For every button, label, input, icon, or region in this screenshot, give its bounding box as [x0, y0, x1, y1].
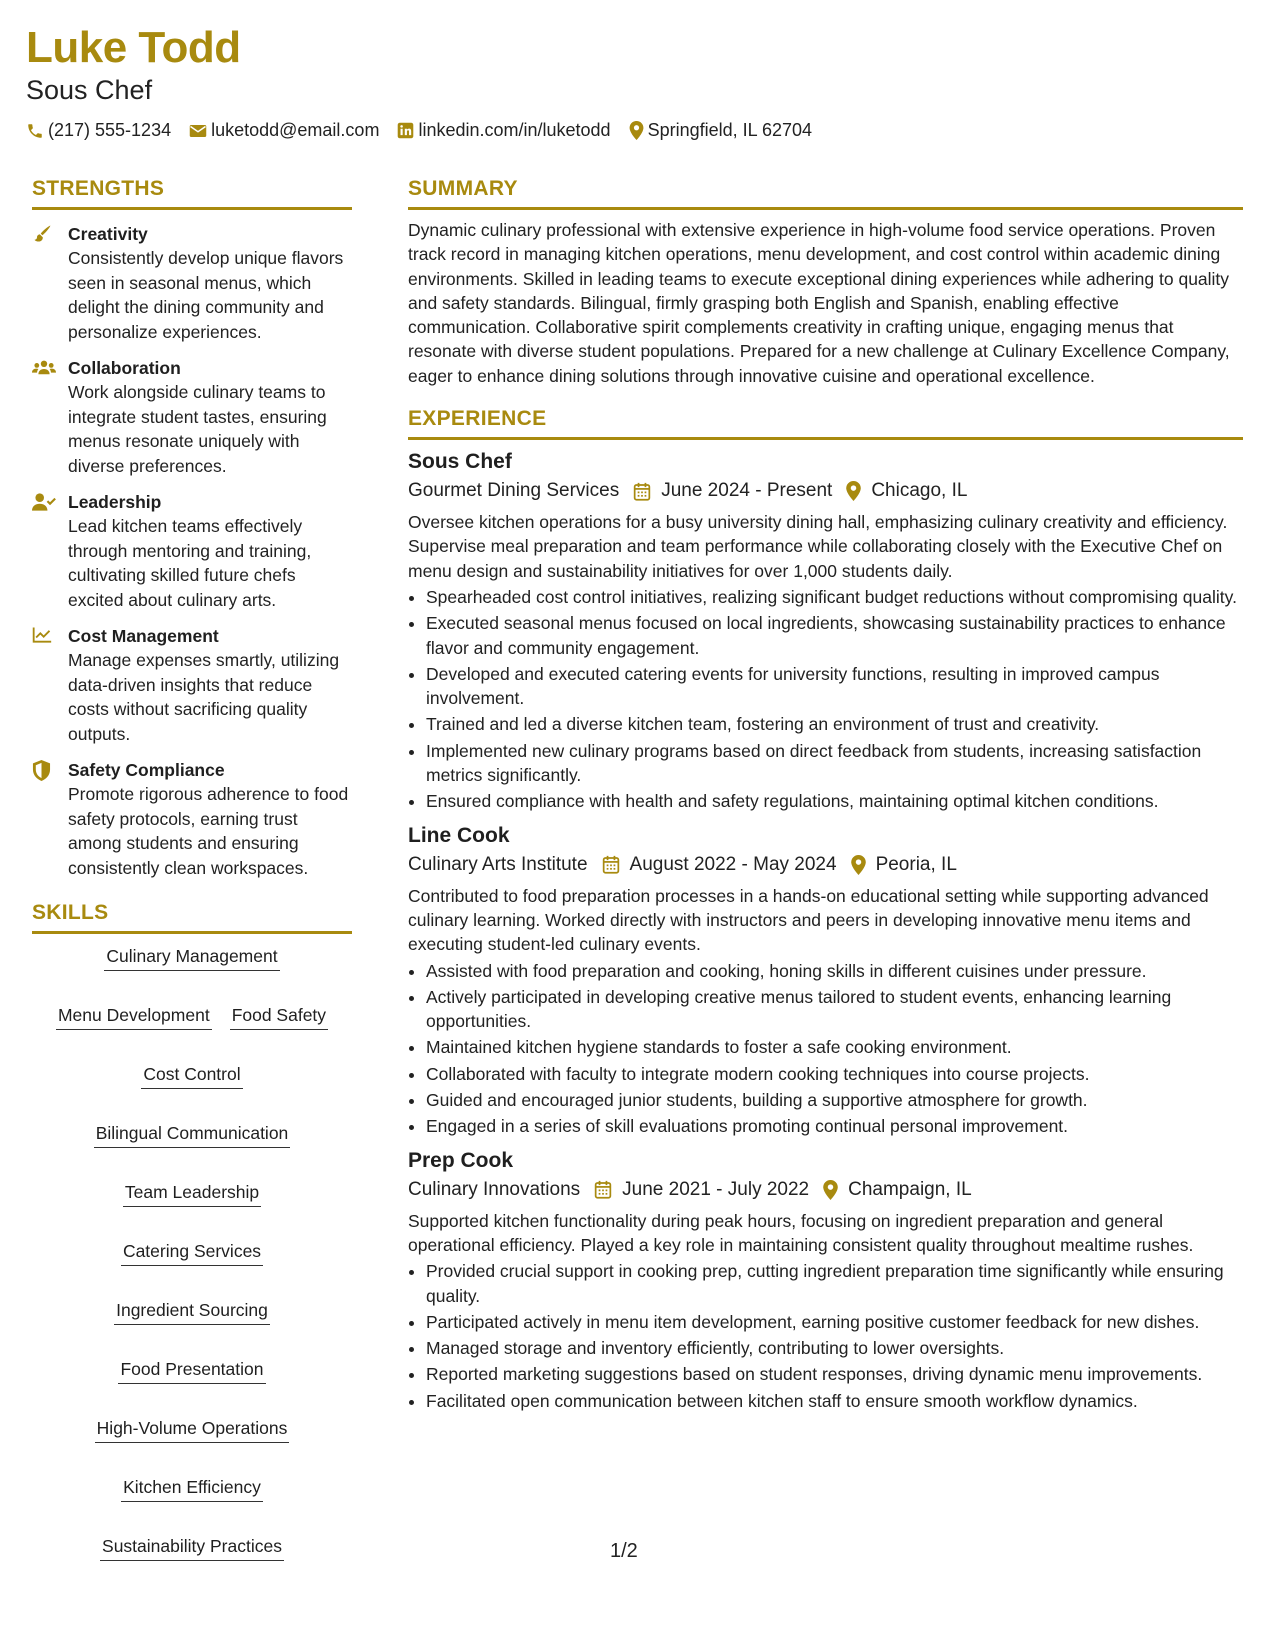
job-bullet: • Collaborated with faculty to integrate modern cooking techniques into course projects.: [426, 1062, 1243, 1086]
contact-location: [629, 120, 812, 141]
strength-title: Leadership: [68, 492, 162, 512]
paintbrush-icon: [32, 224, 52, 244]
skill-tag: Catering Services: [121, 1239, 263, 1266]
users-icon: [32, 358, 56, 376]
job-bullet: • Engaged in a series of skill evaluations promoting continual personal improvement.: [426, 1114, 1243, 1138]
job-title: Prep Cook: [408, 1148, 514, 1172]
candidate-title: Sous Chef: [26, 75, 153, 105]
job-description: Oversee kitchen operations for a busy university dining hall, emphasizing culinary creativity and efficiency. Supervise meal preparation and team performance while collaborating closely with the Executive Chef on menu design and sustainability initiatives for over 1,000 students daily.: [408, 512, 1228, 581]
job-bullet: • Actively participated in developing creative menus tailored to student events, enhancing learning opportunities.: [426, 985, 1243, 1034]
job-company: Gourmet Dining Services: [408, 480, 620, 502]
page-number: 1/2: [610, 1540, 638, 1562]
strength-item: [32, 758, 352, 880]
job-bullet: • Participated actively in menu item development, earning positive customer feedback for new dishes.: [426, 1310, 1243, 1334]
envelope-icon: [189, 123, 207, 139]
strength-desc: Work alongside culinary teams to integrate student tastes, ensuring menus resonate uniquely with diverse preferences.: [68, 382, 327, 476]
linkedin-icon: [397, 122, 414, 139]
job-entry: [408, 448, 1243, 814]
job-title: Sous Chef: [408, 450, 512, 474]
skills-heading: SKILLS: [32, 900, 352, 934]
skill-tag: Culinary Management: [104, 944, 279, 971]
left-column: [32, 176, 352, 1561]
strength-desc: Lead kitchen teams effectively through mentoring and training, cultivating skilled future chefs excited about culinary arts.: [68, 516, 312, 610]
job-bullet: • Facilitated open communication between kitchen staff to ensure smooth workflow dynamics.: [426, 1389, 1243, 1413]
skill-tag: Cost Control: [141, 1062, 242, 1089]
email-text: luketodd@email.com: [211, 120, 380, 140]
strength-title: Collaboration: [68, 358, 181, 378]
linkedin-text: linkedin.com/in/luketodd: [418, 120, 611, 140]
calendar-icon: [633, 482, 651, 501]
job-entry: [408, 1147, 1243, 1413]
skill-tag: Sustainability Practices: [100, 1534, 284, 1561]
skill-tag: Kitchen Efficiency: [121, 1475, 263, 1502]
strength-desc: Consistently develop unique flavors seen in seasonal menus, which delight the dining community and personalize experiences.: [68, 248, 344, 342]
job-bullet: • Developed and executed catering events for university functions, resulting in improved campus involvement.: [426, 662, 1243, 711]
job-title: Line Cook: [408, 823, 510, 847]
phone-icon: [26, 122, 44, 140]
job-bullet: • Maintained kitchen hygiene standards to foster a safe cooking environment.: [426, 1035, 1243, 1059]
job-location: Peoria, IL: [875, 853, 957, 875]
right-column: [408, 176, 1243, 1415]
strength-desc: Manage expenses smartly, utilizing data-driven insights that reduce costs without sacrificing quality outputs.: [68, 650, 340, 744]
job-bullets: [408, 585, 1243, 814]
job-meta: [408, 1175, 1243, 1205]
user-check-icon: [32, 492, 56, 512]
job-company: Culinary Arts Institute: [408, 853, 588, 875]
map-pin-icon: [629, 121, 644, 140]
strength-item: [32, 624, 352, 746]
job-bullets: [408, 959, 1243, 1139]
contact-linkedin[interactable]: [397, 120, 610, 141]
skill-tag: Ingredient Sourcing: [114, 1298, 270, 1325]
strength-item: [32, 490, 352, 612]
phone-text: (217) 555-1234: [48, 120, 172, 140]
summary-heading: SUMMARY: [408, 176, 1243, 210]
job-location: Chicago, IL: [871, 480, 968, 502]
strengths-heading: STRENGTHS: [32, 176, 352, 210]
job-bullet: • Provided crucial support in cooking prep, cutting ingredient preparation time significantly while ensuring quality.: [426, 1259, 1243, 1308]
job-bullet: • Managed storage and inventory efficiently, contributing to lower oversights.: [426, 1336, 1243, 1360]
location-text: Springfield, IL 62704: [647, 120, 813, 140]
skill-tag: Food Presentation: [118, 1357, 265, 1384]
skill-tag: High-Volume Operations: [95, 1416, 290, 1443]
candidate-name: Luke Todd: [26, 23, 241, 72]
job-bullet: • Spearheaded cost control initiatives, realizing significant budget reductions without compromising quality.: [426, 585, 1243, 609]
skill-tag: Team Leadership: [123, 1180, 261, 1207]
contact-bar: [26, 120, 1235, 141]
job-bullet: • Reported marketing suggestions based on student responses, driving dynamic menu improvements.: [426, 1362, 1243, 1386]
strength-title: Safety Compliance: [68, 760, 225, 780]
job-bullet: • Ensured compliance with health and safety regulations, maintaining optimal kitchen conditions.: [426, 789, 1243, 813]
job-bullet: • Guided and encouraged junior students, building a supportive atmosphere for growth.: [426, 1088, 1243, 1112]
job-bullet: • Trained and led a diverse kitchen team, fostering an environment of trust and creativity.: [426, 712, 1243, 736]
strength-title: Creativity: [68, 224, 148, 244]
map-pin-icon: [851, 855, 866, 875]
job-meta: [408, 476, 1243, 506]
contact-phone[interactable]: [26, 120, 171, 141]
strengths-list: [32, 222, 352, 880]
skill-tag: Bilingual Communication: [94, 1121, 291, 1148]
job-location: Champaign, IL: [848, 1178, 972, 1200]
job-bullet: • Implemented new culinary programs based on direct feedback from students, increasing satisfaction metrics significantly.: [426, 739, 1243, 788]
job-bullets: [408, 1259, 1243, 1413]
job-company: Culinary Innovations: [408, 1178, 581, 1200]
map-pin-icon: [846, 481, 861, 501]
calendar-icon: [594, 1180, 612, 1199]
job-meta: [408, 850, 1243, 880]
job-dates: June 2024 - Present: [661, 480, 833, 502]
strength-desc: Promote rigorous adherence to food safety protocols, earning trust among students and ensuring consistently clean workspaces.: [68, 784, 349, 878]
job-bullet: • Executed seasonal menus focused on local ingredients, showcasing sustainability practices to enhance flavor and community engagement.: [426, 611, 1243, 660]
skill-tag: Food Safety: [230, 1003, 328, 1030]
calendar-icon: [602, 855, 620, 874]
skill-tag: Menu Development: [56, 1003, 212, 1030]
contact-email[interactable]: [189, 120, 379, 141]
shield-icon: [32, 760, 51, 781]
resume-header: [26, 22, 1235, 141]
summary-text: Dynamic culinary professional with extensive experience in high-volume food service operations. Proven track record in managing kitchen operations, menu development, and cost control within academic dining environments. Skilled in leading teams to execute exceptional dining experiences while adhering to quality and safety standards. Bilingual, firmly grasping both English and Spanish, enabling effective communication. Collaborative spirit complements creativity in crafting unique, engaging menus that resonate with diverse student populations. Prepared for a new challenge at Culinary Excellence Company, eager to enhance dining solutions through innovative cuisine and operational excellence.: [408, 220, 1230, 386]
job-description: Supported kitchen functionality during peak hours, focusing on ingredient preparation and general operational efficiency. Played a key role in maintaining consistent quality throughout mealtime rushes.: [408, 1210, 1194, 1255]
job-description: Contributed to food preparation processes in a hands-on educational setting while supporting advanced culinary learning. Worked directly with instructors and peers in developing innovative menu items and executing student-led culinary events.: [408, 885, 1209, 955]
skills-list: [32, 944, 352, 1561]
experience-heading: EXPERIENCE: [408, 406, 1243, 440]
strength-title: Cost Management: [68, 626, 219, 646]
job-bullet: • Assisted with food preparation and cooking, honing skills in different cuisines under pressure.: [426, 959, 1243, 983]
chart-line-icon: [32, 626, 52, 644]
job-dates: June 2021 - July 2022: [622, 1178, 810, 1200]
strength-item: [32, 356, 352, 478]
job-dates: August 2022 - May 2024: [629, 853, 837, 875]
strength-item: [32, 222, 352, 344]
job-entry: [408, 822, 1243, 1139]
map-pin-icon: [823, 1180, 838, 1200]
